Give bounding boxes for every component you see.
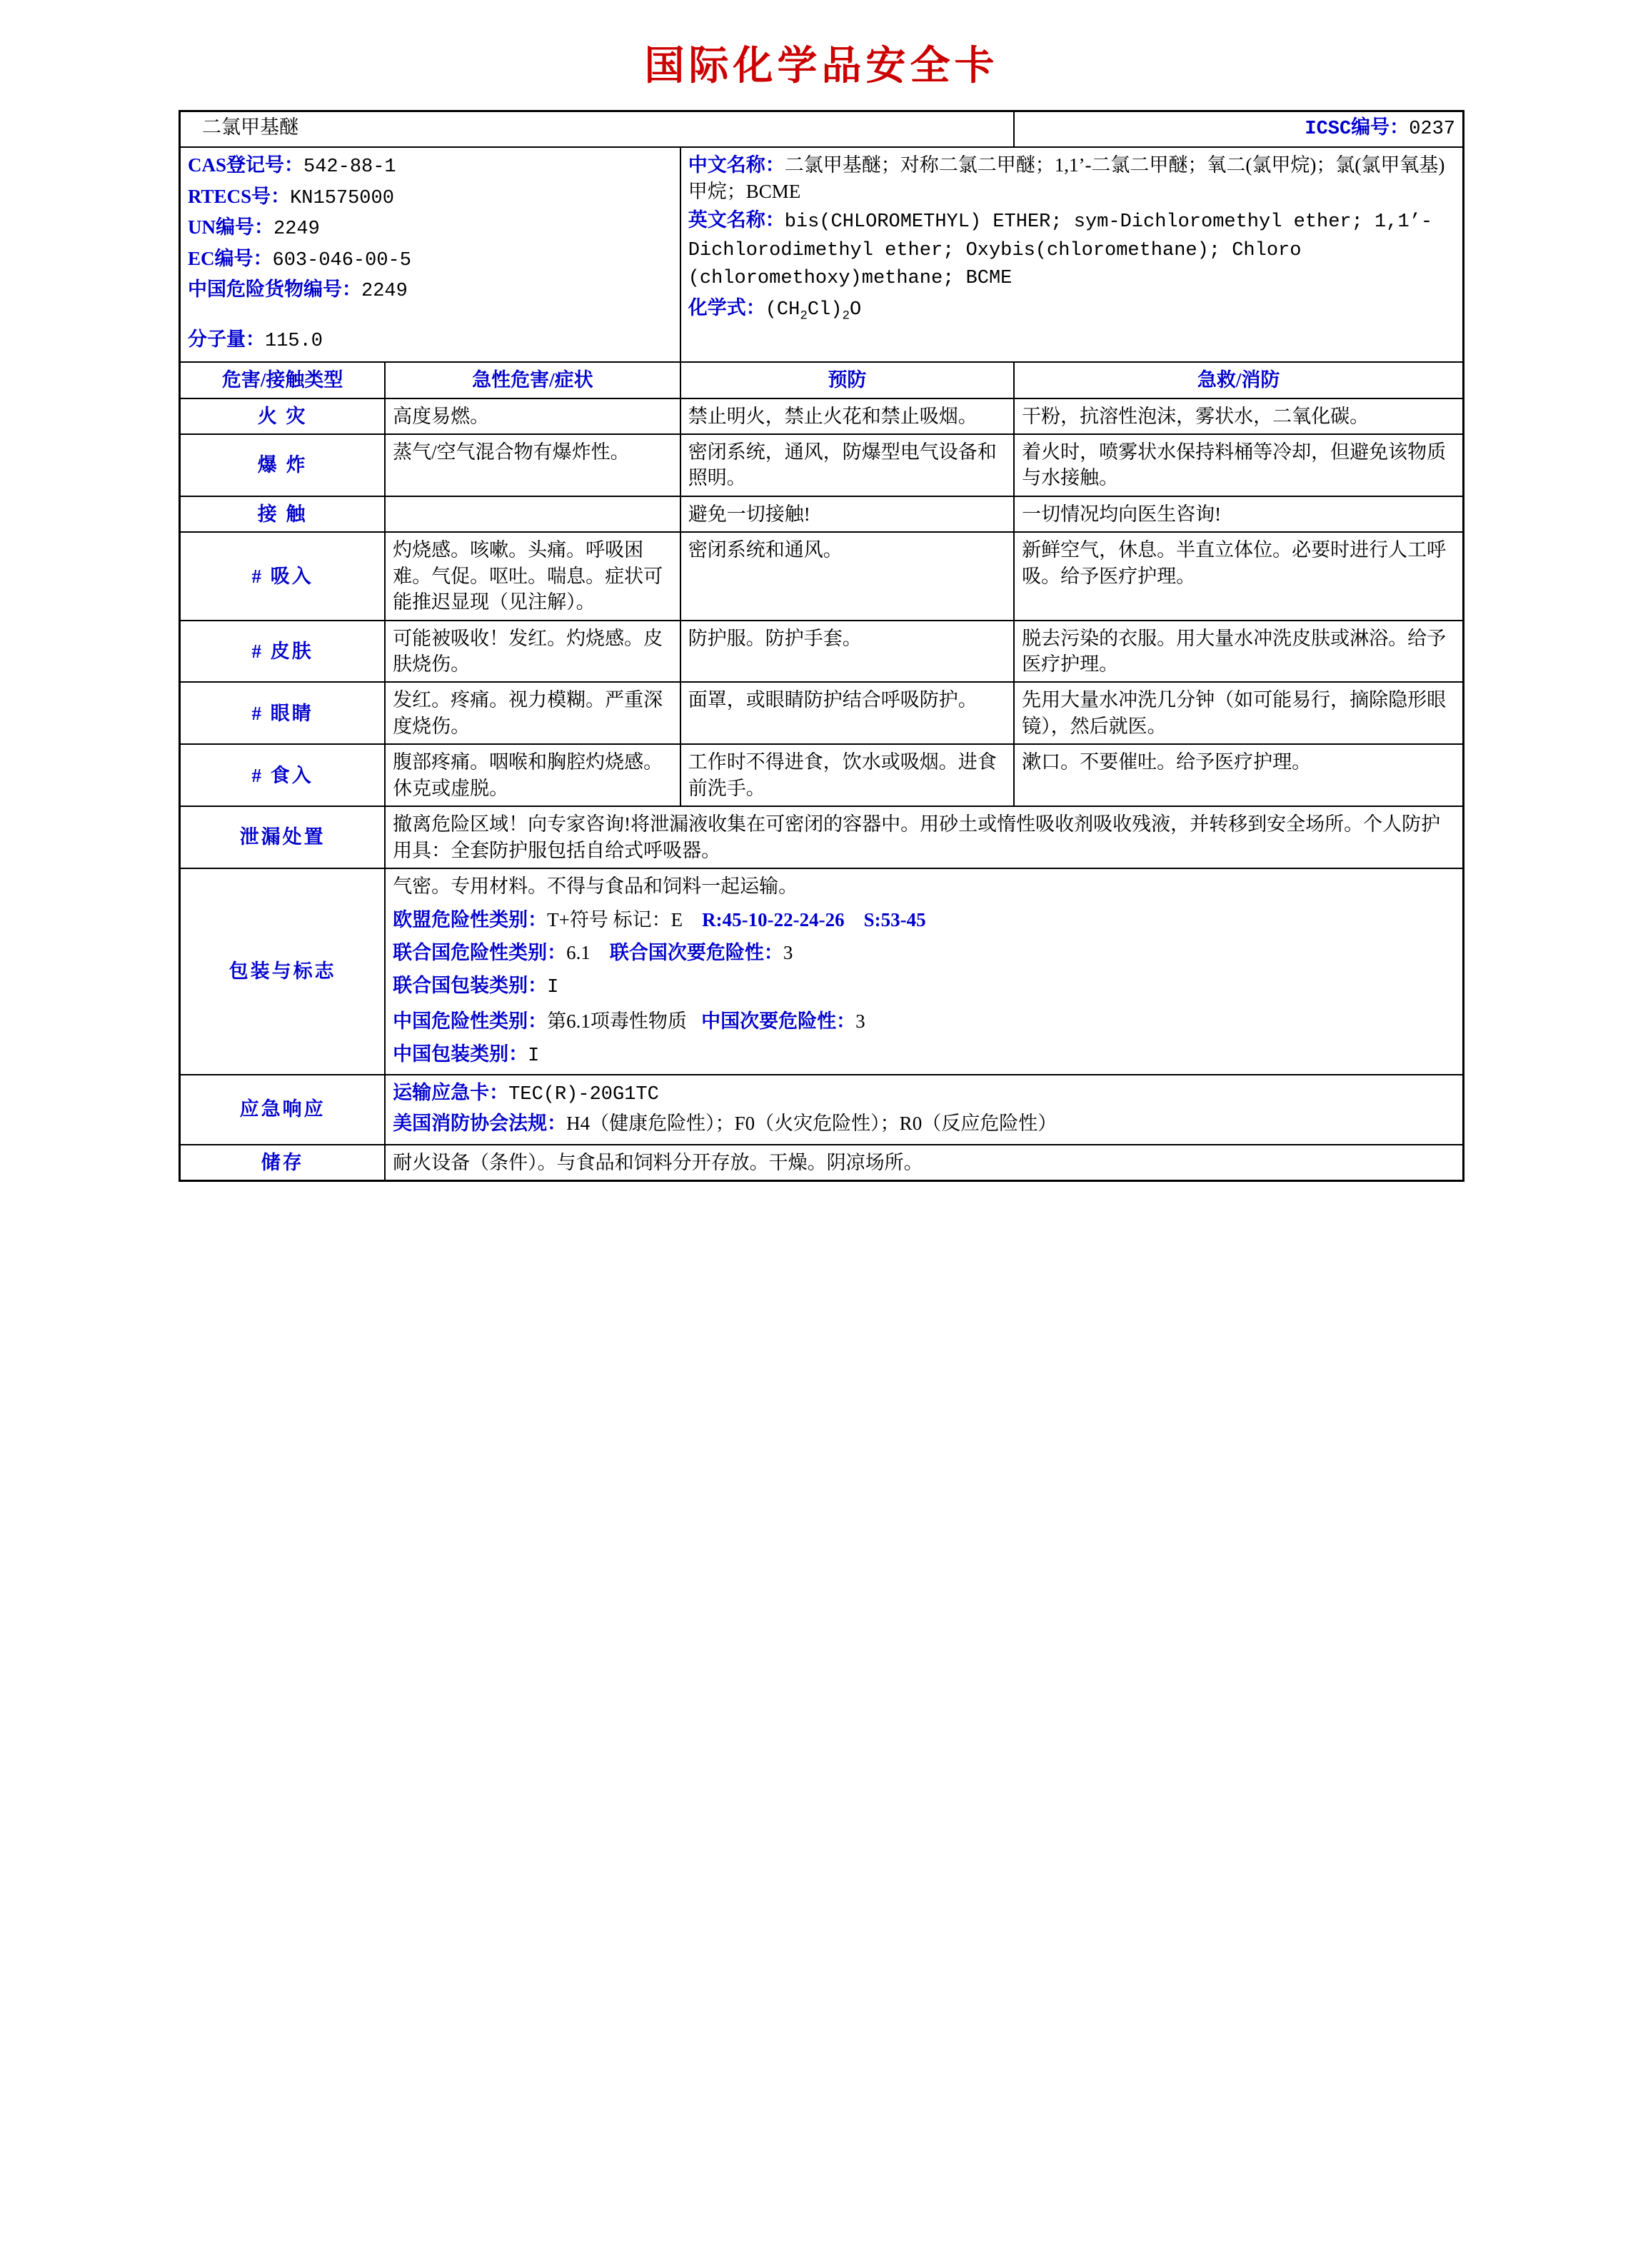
identification-left xyxy=(180,147,680,362)
cas-line xyxy=(188,152,673,180)
formula-part2: Cl) xyxy=(807,298,843,321)
row-label-exposure: 接 触 xyxy=(180,496,386,532)
header-firstaid: 急救/消防 xyxy=(1014,362,1463,398)
formula-sub2: 2 xyxy=(842,308,850,323)
storage-row xyxy=(180,1145,1464,1181)
table-row xyxy=(180,532,1464,620)
formula-label: 化学式： xyxy=(688,296,765,318)
un-packing-group-line xyxy=(393,973,1455,1000)
molecular-weight-value: 115.0 xyxy=(265,330,323,352)
eu-hazard-class-line xyxy=(393,907,1455,933)
table-row xyxy=(180,434,1464,496)
un-packing-group-label: 联合国包装类别： xyxy=(393,975,548,997)
chinese-name-label: 中文名称： xyxy=(688,154,785,176)
formula-part3: O xyxy=(849,298,862,321)
table-row xyxy=(180,398,1464,434)
spill-row xyxy=(180,806,1464,868)
china-dg-value: 2249 xyxy=(361,281,408,303)
row-prevention-exposure: 避免一切接触! xyxy=(680,496,1014,532)
transport-emergency-card-line xyxy=(393,1080,1455,1108)
row-label-inhalation: # 吸入 xyxy=(180,532,386,620)
eu-hazard-class-label: 欧盟危险性类别： xyxy=(393,908,548,930)
emergency-row xyxy=(180,1075,1464,1145)
row-symptoms-eyes: 发红。疼痛。视力模糊。严重深度烧伤。 xyxy=(385,682,680,744)
row-prevention-eyes: 面罩，或眼睛防护结合呼吸防护。 xyxy=(680,682,1014,744)
formula-part1: (CH xyxy=(765,298,800,321)
icsc-number: 0237 xyxy=(1409,119,1455,140)
chinese-name-value: 二氯甲基醚；对称二氯二甲醚；1,1’-二氯二甲醚；氧二(氯甲烷)；氯(氯甲氧基)甲烷；BCME xyxy=(688,154,1445,202)
formula-value xyxy=(765,299,861,321)
emergency-content xyxy=(385,1075,1463,1145)
nfpa-value: H4（健康危险性）；F0（火灾危险性）；R0（反应危险性） xyxy=(566,1113,1057,1135)
un-packing-group-value: I xyxy=(547,977,559,999)
packaging-content xyxy=(385,868,1463,1075)
spill-text: 撤离危险区域！向专家咨询!将泄漏液收集在可密闭的容器中。用砂土或惰性吸收剂吸收残液，并转移到安全场所。个人防护用具：全套防护服包括自给式呼吸器。 xyxy=(385,806,1463,868)
header-symptoms: 急性危害/症状 xyxy=(385,362,680,398)
rtecs-value: KN1575000 xyxy=(290,187,394,209)
header-prevention: 预防 xyxy=(680,362,1014,398)
substance-name: 二氯甲基醚 xyxy=(180,111,1015,148)
china-dg-label: 中国危险货物编号： xyxy=(188,279,361,301)
transport-emergency-card-label: 运输应急卡： xyxy=(393,1081,509,1103)
chinese-name-line xyxy=(688,152,1455,204)
row-label-skin: # 皮肤 xyxy=(180,621,386,683)
row-firstaid-exposure: 一切情况均向医生咨询! xyxy=(1014,496,1463,532)
molecular-weight-label: 分子量： xyxy=(188,328,265,350)
header-hazard-type: 危害/接触类型 xyxy=(180,362,386,398)
row-symptoms-skin: 可能被吸收！发红。灼烧感。皮肤烧伤。 xyxy=(385,621,680,683)
identification-row xyxy=(180,147,1464,362)
icsc-number-cell xyxy=(1014,111,1463,148)
un-line xyxy=(188,214,673,242)
china-dangerous-goods-line xyxy=(188,276,673,304)
transport-emergency-card-value: TEC(R)-20G1TC xyxy=(508,1083,659,1105)
china-hazard-class-value: 第6.1项毒性物质 xyxy=(547,1010,687,1032)
china-subsidiary-risk-label: 中国次要危险性： xyxy=(701,1010,856,1032)
un-hazard-class-line xyxy=(393,940,1455,965)
row-symptoms-ingestion: 腹部疼痛。咽喉和胸腔灼烧感。休克或虚脱。 xyxy=(385,744,680,806)
spill-label: 泄漏处置 xyxy=(180,806,386,868)
molecular-weight-line xyxy=(188,326,673,354)
china-packing-group-value: I xyxy=(528,1045,540,1068)
un-subsidiary-risk-label: 联合国次要危险性： xyxy=(609,941,783,963)
row-prevention-ingestion: 工作时不得进食，饮水或吸烟。进食前洗手。 xyxy=(680,744,1014,806)
row-firstaid-inhalation: 新鲜空气，休息。半直立体位。必要时进行人工呼吸。给予医疗护理。 xyxy=(1014,532,1463,620)
table-row xyxy=(180,744,1464,806)
identification-right xyxy=(680,147,1464,362)
un-subsidiary-risk-value: 3 xyxy=(783,941,793,963)
icsc-card-table xyxy=(179,110,1464,1182)
rtecs-label: RTECS号： xyxy=(188,185,291,207)
un-label: UN编号： xyxy=(188,216,273,239)
ec-line xyxy=(188,246,673,274)
row-firstaid-explosion: 着火时，喷雾状水保持料桶等冷却，但避免该物质与水接触。 xyxy=(1014,434,1463,496)
china-packing-group-label: 中国包装类别： xyxy=(393,1043,528,1065)
cas-label: CAS登记号： xyxy=(188,154,304,176)
english-name-value: bis(CHLOROMETHYL) ETHER; sym-Dichloromethyl ether; 1,1’-Dichlorodimethyl ether; Oxybis(chloromethane); Chloro (chloromethoxy)methane; BCME xyxy=(688,211,1433,290)
china-hazard-class-label: 中国危险性类别： xyxy=(393,1010,548,1032)
hazard-table-header-row xyxy=(180,362,1464,398)
packaging-row xyxy=(180,868,1464,1075)
row-prevention-fire: 禁止明火，禁止火花和禁止吸烟。 xyxy=(680,398,1014,434)
row-symptoms-fire: 高度易燃。 xyxy=(385,398,680,434)
eu-hazard-class-value: T+符号 标记：E xyxy=(547,908,683,930)
table-row xyxy=(180,621,1464,683)
card-header-row xyxy=(180,111,1464,148)
row-firstaid-ingestion: 漱口。不要催吐。给予医疗护理。 xyxy=(1014,744,1463,806)
row-firstaid-fire: 干粉，抗溶性泡沫，雾状水，二氧化碳。 xyxy=(1014,398,1463,434)
rtecs-line xyxy=(188,184,673,211)
un-hazard-class-value: 6.1 xyxy=(566,941,591,963)
row-label-ingestion: # 食入 xyxy=(180,744,386,806)
spacer xyxy=(188,308,673,323)
english-name-label: 英文名称： xyxy=(688,209,785,231)
row-prevention-inhalation: 密闭系统和通风。 xyxy=(680,532,1014,620)
icsc-label: ICSC编号： xyxy=(1305,119,1410,140)
row-firstaid-skin: 脱去污染的衣服。用大量水冲洗皮肤或淋浴。给予医疗护理。 xyxy=(1014,621,1463,683)
un-hazard-class-label: 联合国危险性类别： xyxy=(393,941,567,963)
row-label-eyes: # 眼睛 xyxy=(180,682,386,744)
nfpa-line xyxy=(393,1110,1455,1136)
table-row xyxy=(180,682,1464,744)
table-row xyxy=(180,496,1464,532)
packaging-label: 包装与标志 xyxy=(180,868,386,1075)
china-hazard-class-line xyxy=(393,1008,1455,1034)
row-symptoms-inhalation: 灼烧感。咳嗽。头痛。呼吸困难。气促。呕吐。喘息。症状可能推迟显现（见注解）。 xyxy=(385,532,680,620)
row-symptoms-exposure xyxy=(385,496,680,532)
formula-sub1: 2 xyxy=(800,308,808,323)
ec-label: EC编号： xyxy=(188,247,273,269)
storage-text: 耐火设备（条件）。与食品和饲料分开存放。干燥。阴凉场所。 xyxy=(385,1145,1463,1181)
row-prevention-explosion: 密闭系统，通风，防爆型电气设备和照明。 xyxy=(680,434,1014,496)
formula-line xyxy=(688,295,1455,325)
english-name-line xyxy=(688,207,1455,291)
un-value: 2249 xyxy=(273,219,320,241)
row-prevention-skin: 防护服。防护手套。 xyxy=(680,621,1014,683)
storage-label: 储存 xyxy=(180,1145,386,1181)
cas-value: 542-88-1 xyxy=(303,156,396,179)
page-title: 国际化学品安全卡 xyxy=(644,44,999,89)
row-symptoms-explosion: 蒸气/空气混合物有爆炸性。 xyxy=(385,434,680,496)
row-label-fire: 火 灾 xyxy=(180,398,386,434)
row-firstaid-eyes: 先用大量水冲洗几分钟（如可能易行，摘除隐形眼镜），然后就医。 xyxy=(1014,682,1463,744)
china-packing-group-line xyxy=(393,1041,1455,1069)
nfpa-label: 美国消防协会法规： xyxy=(393,1113,567,1135)
china-subsidiary-risk-value: 3 xyxy=(855,1010,865,1032)
eu-r-phrases: R:45-10-22-24-26 xyxy=(702,908,845,930)
emergency-label: 应急响应 xyxy=(180,1075,386,1145)
packaging-intro: 气密。专用材料。不得与食品和饲料一起运输。 xyxy=(393,875,798,898)
row-label-explosion: 爆 炸 xyxy=(180,434,386,496)
eu-s-phrases: S:53-45 xyxy=(863,908,926,930)
ec-value: 603-046-00-5 xyxy=(272,249,411,271)
